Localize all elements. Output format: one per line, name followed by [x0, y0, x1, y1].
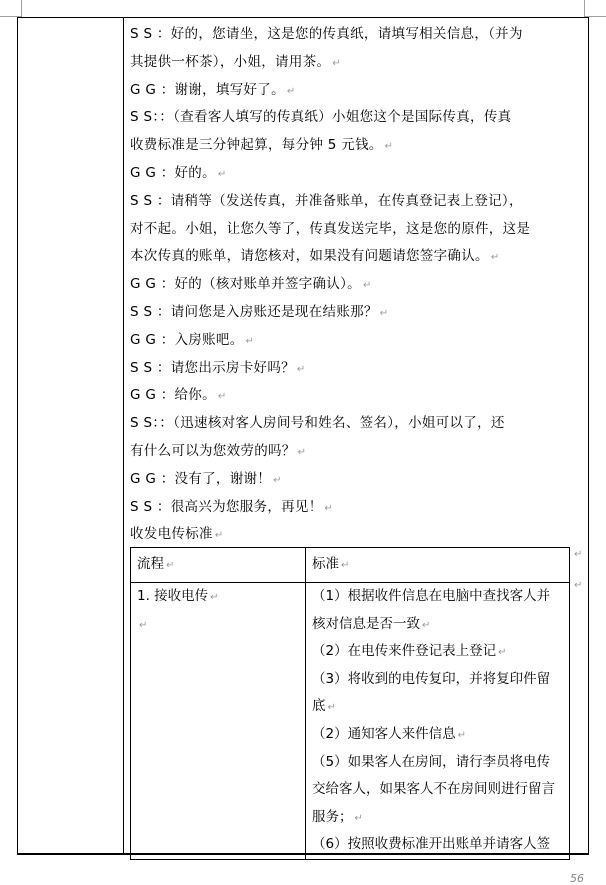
text-line [130, 243, 570, 271]
text-line [130, 410, 570, 438]
line-text: 底 [312, 698, 326, 715]
text-line [130, 299, 570, 327]
line-text: G G ：没有了，谢谢！ [130, 470, 272, 487]
row-end-mark: ↵ [574, 549, 583, 560]
text-line [312, 831, 563, 859]
paragraph-mark: ↵ [217, 168, 227, 180]
paragraph-mark: ↵ [498, 647, 507, 659]
text-line [312, 666, 563, 694]
standard-cell [306, 583, 570, 860]
line-text: S S ：很高兴为您服务，再见！ [130, 498, 323, 515]
page-corner-mark [584, 0, 585, 17]
text-line [312, 804, 563, 832]
page-corner-mark [21, 0, 22, 17]
line-text: 收发电传标准 [130, 526, 213, 543]
line-text: 服务； [312, 808, 353, 825]
line-text: G G ：谢谢，填写好了。 [130, 81, 285, 98]
text-line [312, 611, 563, 639]
line-text: S S ：请稍等（发送传真，并准备账单，在传真登记表上登记）， [130, 192, 523, 209]
paragraph-mark: ↵ [362, 280, 372, 292]
text-line [130, 188, 570, 216]
line-text: S S ：好的，您请坐，这是您的传真纸，请填写相关信息，（并为 [130, 26, 523, 42]
paragraph-mark: ↵ [379, 307, 389, 319]
text-line [130, 160, 570, 188]
table-header-row [131, 548, 570, 583]
line-text: 有什么可以为您效劳的吗？ [130, 442, 296, 459]
paragraph-mark: ↵ [490, 252, 500, 264]
text-line [130, 49, 570, 77]
paragraph-mark: ↵ [286, 85, 296, 97]
line-text: 交给客人，如果客人不在房间则进行留言 [312, 781, 555, 798]
text-line [130, 521, 570, 549]
header-standard: 标准 ↵ [306, 548, 570, 583]
paragraph-mark: ↵ [217, 391, 227, 403]
dialog-text [130, 21, 570, 549]
text-line [130, 438, 570, 466]
text-line [312, 776, 563, 804]
text-line [130, 216, 570, 244]
line-text: S S：：（查看客人填写的传真纸）小姐您这个是国际传真，传真 [130, 109, 512, 126]
line-text: 收费标准是三分钟起算，每分钟 5 元钱。 [130, 137, 383, 154]
paragraph-mark: ↵ [457, 729, 466, 741]
line-text: （1）根据收件信息在电脑中查找客人并 [312, 588, 551, 604]
line-text: S S ：请问您是入房账还是现在结账那？ [130, 303, 378, 320]
paragraph-mark: ↵ [422, 619, 431, 631]
line-text: 本次传真的账单，请您核对，如果没有问题请您签字确认。 [130, 248, 489, 265]
text-line [312, 638, 563, 666]
paragraph-mark: ↵ [332, 57, 341, 69]
header-process: 流程 ↵ [131, 548, 306, 583]
line-text: （2）在电传来件登记表上登记 [312, 643, 497, 660]
paragraph-mark: ↵ [384, 141, 394, 153]
paragraph-mark: ↵ [327, 702, 336, 714]
text-line [130, 466, 570, 494]
text-line [130, 77, 570, 105]
outer-table [17, 17, 589, 855]
line-text: （5）如果客人在房间，请行李员将电传 [312, 753, 551, 770]
line-text: （3）将收到的电传复印，并将复印件留 [312, 670, 551, 687]
line-text: 核对信息是否一致 [312, 615, 420, 632]
process-cell [131, 583, 306, 860]
paragraph-mark: ↵ [324, 502, 334, 514]
text-line [137, 611, 299, 639]
line-text: G G ：好的（核对账单并签字确认）。 [130, 276, 361, 293]
line-text: 其提供一杯茶），小姐，请用茶。 [130, 53, 331, 70]
text-line [312, 721, 563, 749]
paragraph-mark: ↵ [210, 592, 219, 603]
line-text: G G ：好的。 [130, 164, 216, 181]
text-line [130, 104, 570, 132]
paragraph-mark: ↵ [354, 812, 363, 824]
table-row [131, 583, 570, 860]
line-text: G G ：给你。 [130, 387, 216, 404]
text-line [312, 583, 563, 611]
text-line [130, 382, 570, 410]
column-divider [123, 18, 124, 853]
text-line [137, 583, 299, 611]
text-line [312, 749, 563, 777]
row-end-mark: ↵ [574, 580, 583, 591]
line-text: 对不起。小姐，让您久等了，传真发送完毕，这是您的原件，这是 [130, 220, 531, 237]
text-line [312, 693, 563, 721]
paragraph-mark: ↵ [245, 335, 255, 347]
paragraph-mark: ↵ [139, 619, 148, 631]
text-line [130, 355, 570, 383]
line-text: （2）通知客人来件信息 [312, 725, 456, 742]
paragraph-mark: ↵ [214, 530, 224, 542]
line-text: （6）按照收费标准开出账单并请客人签 [312, 836, 551, 853]
page-number: 56 [570, 872, 584, 885]
text-line [130, 132, 570, 160]
text-line [130, 271, 570, 299]
text-line [130, 21, 570, 49]
telex-standard-table [130, 547, 570, 860]
text-line [130, 494, 570, 522]
line-text: 1. 接收电传 [137, 588, 209, 604]
line-text: S S：：（迅速核对客人房间号和姓名、签名），小姐可以了，还 [130, 415, 505, 432]
paragraph-mark: ↵ [297, 446, 307, 458]
paragraph-mark: ↵ [296, 363, 306, 375]
paragraph-mark: ↵ [273, 474, 282, 486]
text-line [130, 327, 570, 355]
line-text: S S ：请您出示房卡好吗？ [130, 359, 295, 376]
line-text: G G ：入房账吧。 [130, 331, 244, 348]
